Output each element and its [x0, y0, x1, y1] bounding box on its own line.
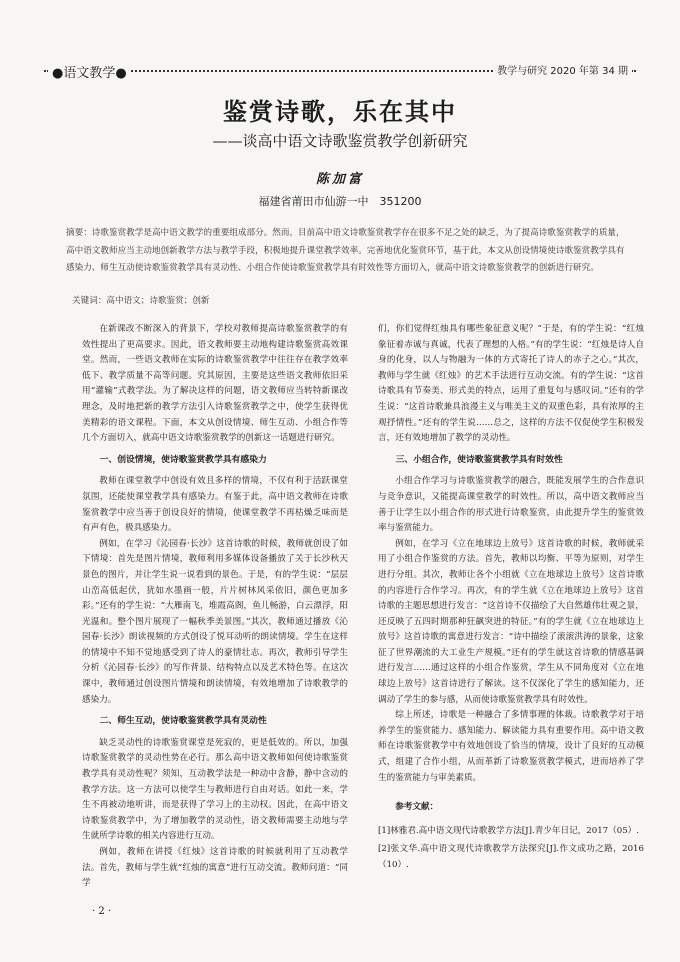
right-column: [378, 322, 644, 877]
section-heading-2: 二、师生互动，使诗歌鉴赏教学具有灵动性: [99, 716, 267, 727]
section-heading-1: 一、创设情境，使诗歌鉴赏教学具有感染力: [99, 454, 267, 465]
article-subtitle: ——谈高中语文诗歌鉴赏教学创新研究: [212, 132, 468, 150]
section-label: ●语文教学●: [48, 62, 131, 81]
author-affiliation: 福建省莆田市仙游一中 351200: [258, 195, 422, 208]
page-number: · 2 ·: [92, 906, 112, 917]
author-name: 陈加富: [315, 172, 364, 187]
reference-item: [2]张文华.高中语文现代诗歌教学方法探究[J].作文成功之路，2016（10）.: [378, 844, 644, 870]
left-column: [82, 322, 348, 892]
reference-item: [1]林雅君.高中语文现代诗歌教学方法[J].青少年日记，2017（05）.: [378, 825, 639, 836]
body-paragraph: 们，你们觉得红烛具有哪些象征意义呢？”于是，有的学生说：“红烛象征着赤诚与真诚，代表了理想的人格。”有的学生说：“红烛是诗人自身的化身，以人与物融为一体的方式寄托了诗人的赤子之心。”其次，教师与学生就《红烛》的艺术手法进行互动交流。有的学生说：“这首诗歌具有节奏美、形式美的特点，运用了重复句与感叹词。”还有的学生说：“这首诗歌兼具浪漫主义与唯美主义的双重色彩，具有浓厚的主观抒情性。”还有的学生说……总之，这样的方法不仅促使学生积极发言，还有效地增加了教学的灵动性。: [378, 324, 644, 444]
body-paragraph: 缺乏灵动性的诗歌鉴赏课堂是死寂的，更是低效的。所以，加强诗歌鉴赏教学的灵动性势在必行。那么高中语文教师如何使诗歌鉴赏教学具有灵动性呢？须知，互动教学法是一种动中含静，静中含动的教学方法。这一方法可以使学生与教师进行自由对话。如此一来，学生不再被动地听讲，而是获得了学习上的主动权。因此，在高中语文诗歌鉴赏教学中，为了增加教学的灵动性，语文教师需要主动地与学生就所学诗歌的相关内容进行互动。: [82, 737, 348, 842]
article-title: 鉴赏诗歌，乐在其中: [223, 97, 457, 126]
body-paragraph: 例如，教师在讲授《红烛》这首诗歌的时候就利用了互动教学法。首先，教师与学生就“红烛的寓意”进行互动交流。教师问道：“同学: [82, 847, 348, 889]
abstract: 摘要：诗歌鉴赏教学是高中语文教学的重要组成部分。然而，目前高中语文诗歌鉴赏教学存在很多不足之处的缺乏，为了提高诗歌鉴赏教学的质量，高中语文教师应当主动地创新教学方法与教学手段，积极地提升课堂教学效率。完善地优化鉴赏环节，基于此，本文从创设情境使诗歌鉴赏教学具有感染力、师生互动使诗歌鉴赏教学具有灵动性、小组合作使诗歌鉴赏教学具有时效性等方面切入，就高中语文诗歌鉴赏教学的创新进行研究。: [66, 228, 625, 273]
body-paragraph: 教师在课堂教学中创设有效且多样的情境，不仅有利于活跃课堂氛围，还能使课堂教学具有感染力。有鉴于此，高中语文教师在诗歌鉴赏教学中应当善于创设良好的情境，使课堂教学不再枯燥乏味而是有声有色，极具感染力。: [82, 476, 348, 534]
keywords: 关键词：高中语文；诗歌鉴赏；创新: [72, 296, 210, 306]
body-paragraph: 例如，在学习《立在地球边上放号》这首诗歌的时候，教师就采用了小组合作鉴赏的方法。首先，教师以均衡、平等为原则，对学生进行分组。其次，教师让各个小组就《立在地球边上放号》这首诗歌的内容进行合作学习。再次，有的学生就《立在地球边上放号》这首诗歌的主题思想进行发言：“这首诗不仅描绘了大自然雄伟壮观之景，还反映了五四时期那种狂飙突进的特征。”有的学生就《立在地球边上放号》这首诗歌的寓意进行发言：“诗中描绘了滚滚洪涛的景象，这象征了世界潮流的大工业生产规模。”还有的学生就这首诗歌的情感基调进行发言……通过这样的小组合作鉴赏，学生从不同角度对《立在地球边上放号》这首诗进行了解读。这不仅深化了学生的感知能力，还调动了学生的参与感，从而使诗歌鉴赏教学具有时效性。: [378, 538, 644, 705]
conclusion-paragraph: 综上所述，诗歌是一种融合了多情事理的体裁。诗歌教学对于培养学生的鉴赏能力、感知能力、解读能力具有重要作用。高中语文教师在诗歌鉴赏教学中有效地创设了恰当的情境，设计了良好的互动模式，组建了合作小组，从而革新了诗歌鉴赏教学模式，进而培养了学生的鉴赏能力与审美素质。: [378, 710, 644, 783]
journal-issue: 教学与研究 2020 年第 34 期: [493, 62, 632, 77]
section-heading-3: 三、小组合作，使诗歌鉴赏教学具有时效性: [395, 454, 563, 465]
body-paragraph: 例如，在学习《沁园春·长沙》这首诗歌的时候，教师就创设了如下情境：首先是图片情境，教师利用多媒体设备播放了关于长沙秋天景色的图片，并让学生说一说看到的景色。于是，有的学生说：“层层山峦高低起伏，犹如水墨画一般，片片树林风采依旧，颜色更加多彩。”还有的学生说：“大雁南飞，堆霞高阁，鱼儿畅游，白云漂浮，阳光温和。整个图片展现了一幅秋季美景图。”其次，教师通过播放《沁园春·长沙》朗读视频的方式创设了悦耳动听的朗读情境。学生在这样的情境中不知不觉地感受到了诗人的豪情壮志。再次，教师引导学生分析《沁园春·长沙》的写作背景、结构特点以及艺术特色等。在这次课中，教师通过创设图片情境和朗读情境，有效地增加了诗歌教学的感染力。: [82, 538, 348, 705]
body-paragraph: 小组合作学习与诗歌鉴赏教学的融合，既能发展学生的合作意识与竞争意识，又能提高课堂教学的时效性。所以，高中语文教师应当善于让学生以小组合作的形式进行诗歌鉴赏，由此提升学生的鉴赏效率与鉴赏能力。: [378, 476, 644, 534]
references-heading: 参考文献：: [395, 802, 439, 813]
intro-paragraph: 在新课改不断深入的背景下，学校对教师提高诗歌鉴赏教学的有效性提出了更高要求。因此，语文教师要主动地构建诗歌鉴赏高效课堂。然而，一些语文教师在实际的诗歌鉴赏教学中往往存在教学效率低下、教学质量不高等问题。究其原因，主要是这些语文教师依旧采用“灌输”式教学法。为了解决这样的问题，语文教师应当转特新课改理念，及时地把新的教学方法引入诗歌鉴赏教学之中，使学生获得优美精彩的语文课程。下面，本文从创设情境、师生互动、小组合作等几个方面切入，就高中语文诗歌鉴赏教学的创新这一话题进行研究。: [82, 324, 348, 444]
